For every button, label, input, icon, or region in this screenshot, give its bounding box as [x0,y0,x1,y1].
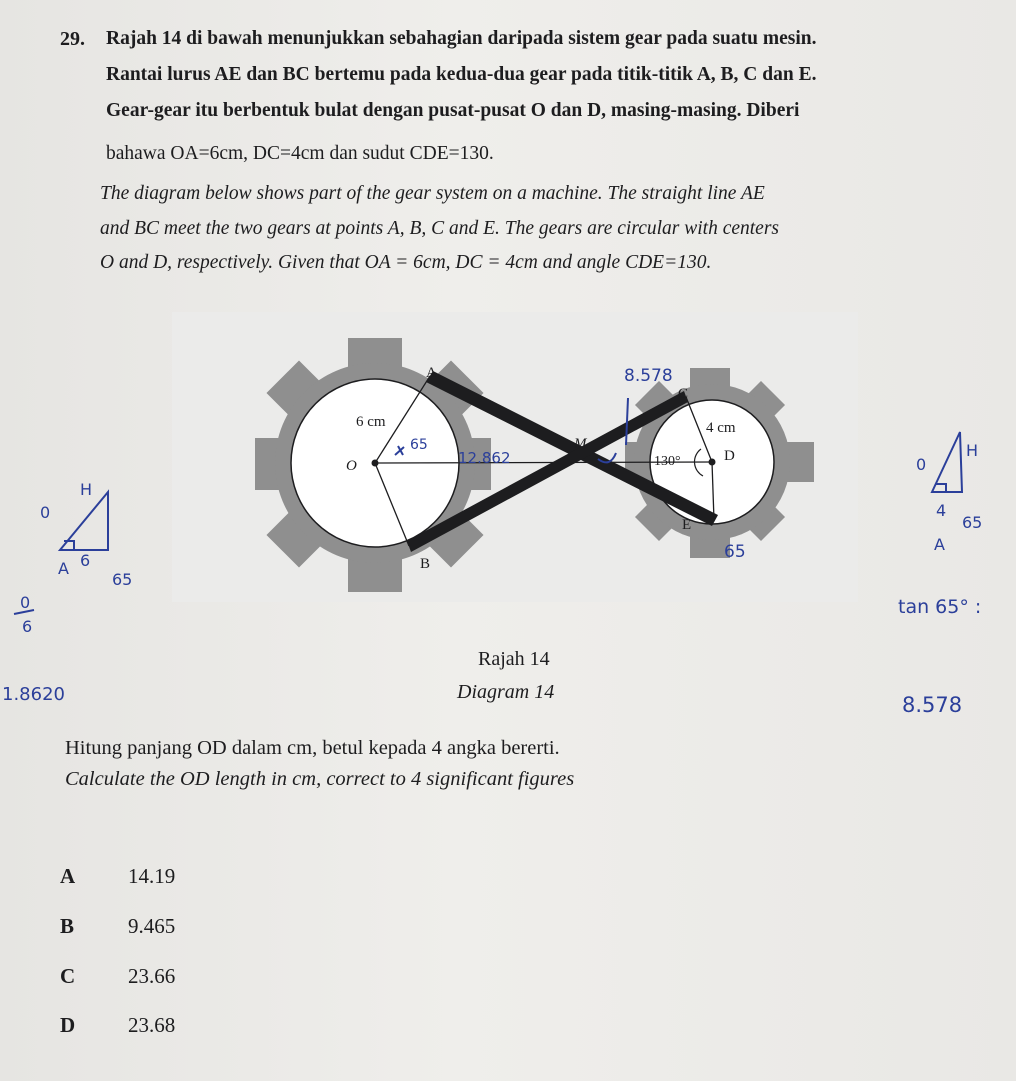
left-fraction-top: 0 [20,593,31,612]
prompt-english: Calculate the OD length in cm, correct to 4 significant figures [65,768,575,790]
option-b-value: 9.465 [128,914,176,938]
malay-line-3: Gear-gear itu berbentuk bulat dengan pusat-pusat O dan D, masing-masing. Diberi [106,100,800,121]
pen-om-value: 12.862 [458,449,511,467]
label-d: D [724,448,735,464]
right-sketch-angle: 65 [962,513,983,532]
option-d-letter: D [60,1013,76,1037]
option-a-value: 14.19 [128,864,176,888]
label-angle-cde: 130° [654,454,681,469]
right-sketch-o: 0 [916,455,927,474]
label-dc-length: 4 cm [706,420,736,436]
centre-o-dot [372,460,379,467]
left-sketch-value: 1.8620 [2,684,65,705]
centre-d-dot [709,459,716,466]
option-c-letter: C [60,964,76,988]
label-o: O [346,458,357,474]
right-sketch-tan: tan 65° : [898,596,982,618]
left-sketch-o: 0 [40,503,51,522]
label-a: A [426,365,437,381]
english-line-3: O and D, respectively. Given that OA = 6cm, DC = 4cm and angle CDE=130. [100,252,712,273]
label-oa-length: 6 cm [356,414,386,430]
label-m: M [574,436,587,452]
malay-line-2: Rantai lurus AE dan BC bertemu pada kedua-dua gear pada titik-titik A, B, C dan E. [106,64,817,85]
option-d-value: 23.68 [128,1013,176,1037]
right-sketch-four: 4 [936,501,947,520]
option-a-letter: A [60,864,76,888]
left-sketch-h: H [80,480,93,499]
label-e: E [682,517,692,533]
caption-malay: Rajah 14 [478,648,550,670]
malay-line-4: bahawa OA=6cm, DC=4cm dan sudut CDE=130. [106,143,494,164]
left-fraction-bottom: 6 [22,617,33,636]
label-b: B [420,556,431,572]
left-sketch-a: A [58,559,69,578]
right-sketch-value: 8.578 [902,693,963,717]
prompt-malay: Hitung panjang OD dalam cm, betul kepada 4 angka bererti. [65,737,560,759]
left-sketch-six: 6 [80,551,91,570]
english-line-2: and BC meet the two gears at points A, B, C and E. The gears are circular with centers [100,218,780,239]
right-margin-triangle [932,432,962,492]
pen-top-value: 8.578 [624,366,673,386]
caption-english: Diagram 14 [457,681,555,703]
label-c: C [678,386,689,402]
right-sketch-a: A [934,535,945,554]
right-sketch-h: H [966,441,979,460]
malay-line-1: Rajah 14 di bawah menunjukkan sebahagian daripada sistem gear pada suatu mesin. [106,28,817,49]
english-line-1: The diagram below shows part of the gear system on a machine. The straight line AE [100,183,765,204]
pen-angle-65-left: 65 [410,437,428,453]
question-number: 29. [60,28,85,50]
left-margin-triangle [60,492,108,550]
option-c-value: 23.66 [128,964,176,988]
option-b-letter: B [60,914,75,938]
pen-angle-65-right: 65 [724,542,746,562]
left-sketch-angle: 65 [112,570,133,589]
